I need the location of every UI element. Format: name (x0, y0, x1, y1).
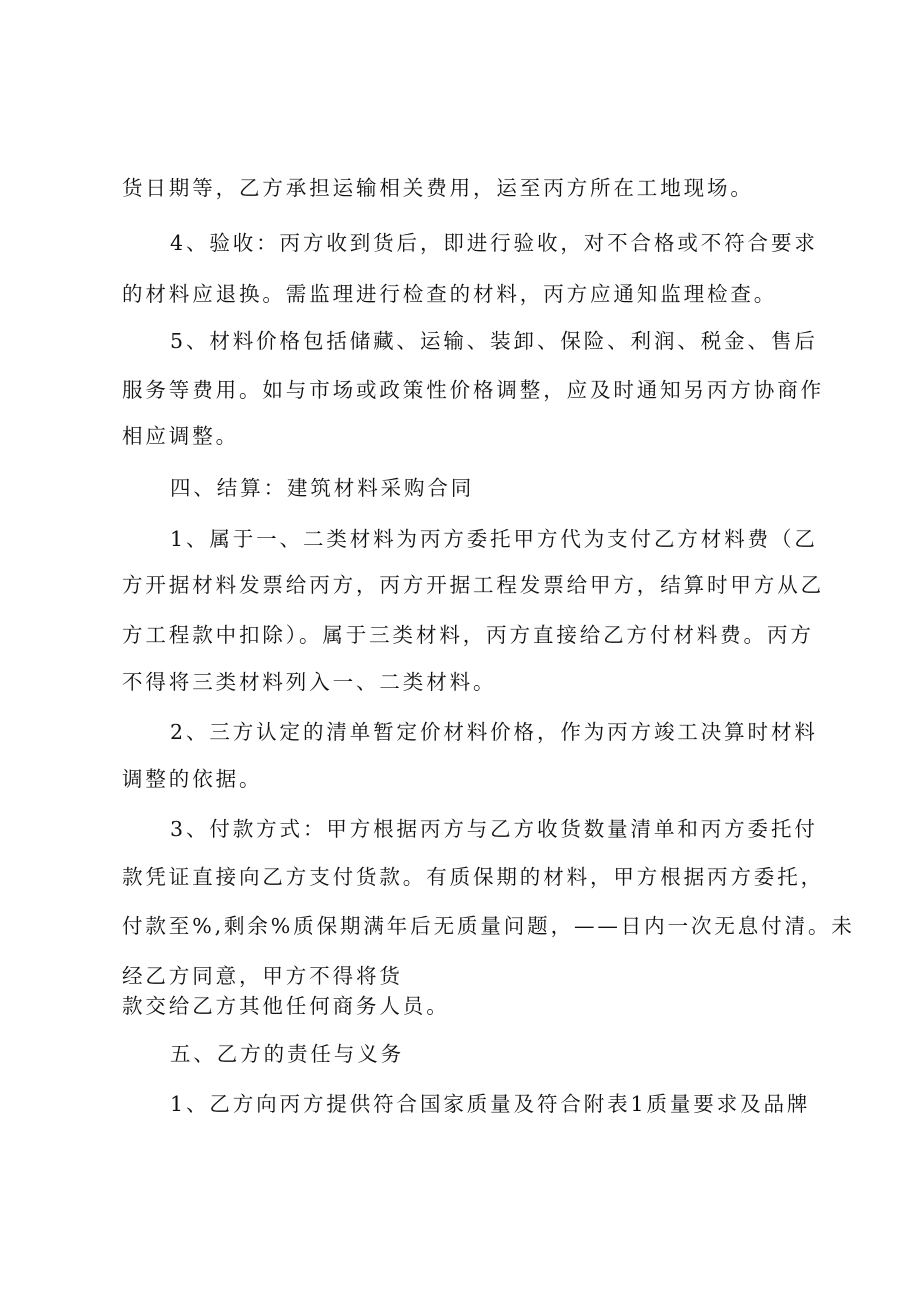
text-line-03: 的材料应退换。需监理进行检查的材料，丙方应通知监理检查。 (122, 282, 778, 306)
text-line-05: 服务等费用。如与市场或政策性价格调整，应及时通知另丙方协商作 (122, 378, 824, 402)
text-line-13: 调整的依据。 (122, 767, 263, 791)
text-line-04: 5、材料价格包括储藏、运输、装卸、保险、利润、税金、售后 (170, 329, 818, 353)
text-line-16: 付款至%,剩余%质保期满年后无质量问题，——日内一次无息付清。未 (122, 914, 855, 938)
text-line-02: 4、验收：丙方收到货后，即进行验收，对不合格或不符合要求 (170, 231, 818, 255)
text-line-08: 1、属于一、二类材料为丙方委托甲方代为支付乙方材料费（乙 (170, 527, 818, 551)
section-heading-party-b: 五、乙方的责任与义务 (170, 1042, 404, 1066)
text-line-12: 2、三方认定的清单暂定价材料价格，作为丙方竣工决算时材料 (170, 720, 818, 744)
text-line-01: 货日期等，乙方承担运输相关费用，运至丙方所在工地现场。 (122, 176, 754, 200)
text-line-18: 款交给乙方其他任何商务人员。 (122, 994, 450, 1018)
text-line-11: 不得将三类材料列入一、二类材料。 (122, 670, 497, 694)
text-line-15: 款凭证直接向乙方支付货款。有质保期的材料，甲方根据丙方委托， (122, 865, 824, 889)
text-line-14: 3、付款方式：甲方根据丙方与乙方收货数量清单和丙方委托付 (170, 817, 818, 841)
text-line-06: 相应调整。 (122, 424, 239, 448)
section-heading-settlement: 四、结算：建筑材料采购合同 (170, 476, 475, 500)
text-line-09: 方开据材料发票给丙方，丙方开据工程发票给甲方，结算时甲方从乙 (122, 573, 824, 597)
text-line-20: 1、乙方向丙方提供符合国家质量及符合附表1质量要求及品牌 (170, 1092, 811, 1116)
text-line-17: 经乙方同意，甲方不得将货 (122, 964, 403, 988)
text-line-10: 方工程款中扣除）。属于三类材料，丙方直接给乙方付材料费。丙方 (122, 623, 814, 647)
